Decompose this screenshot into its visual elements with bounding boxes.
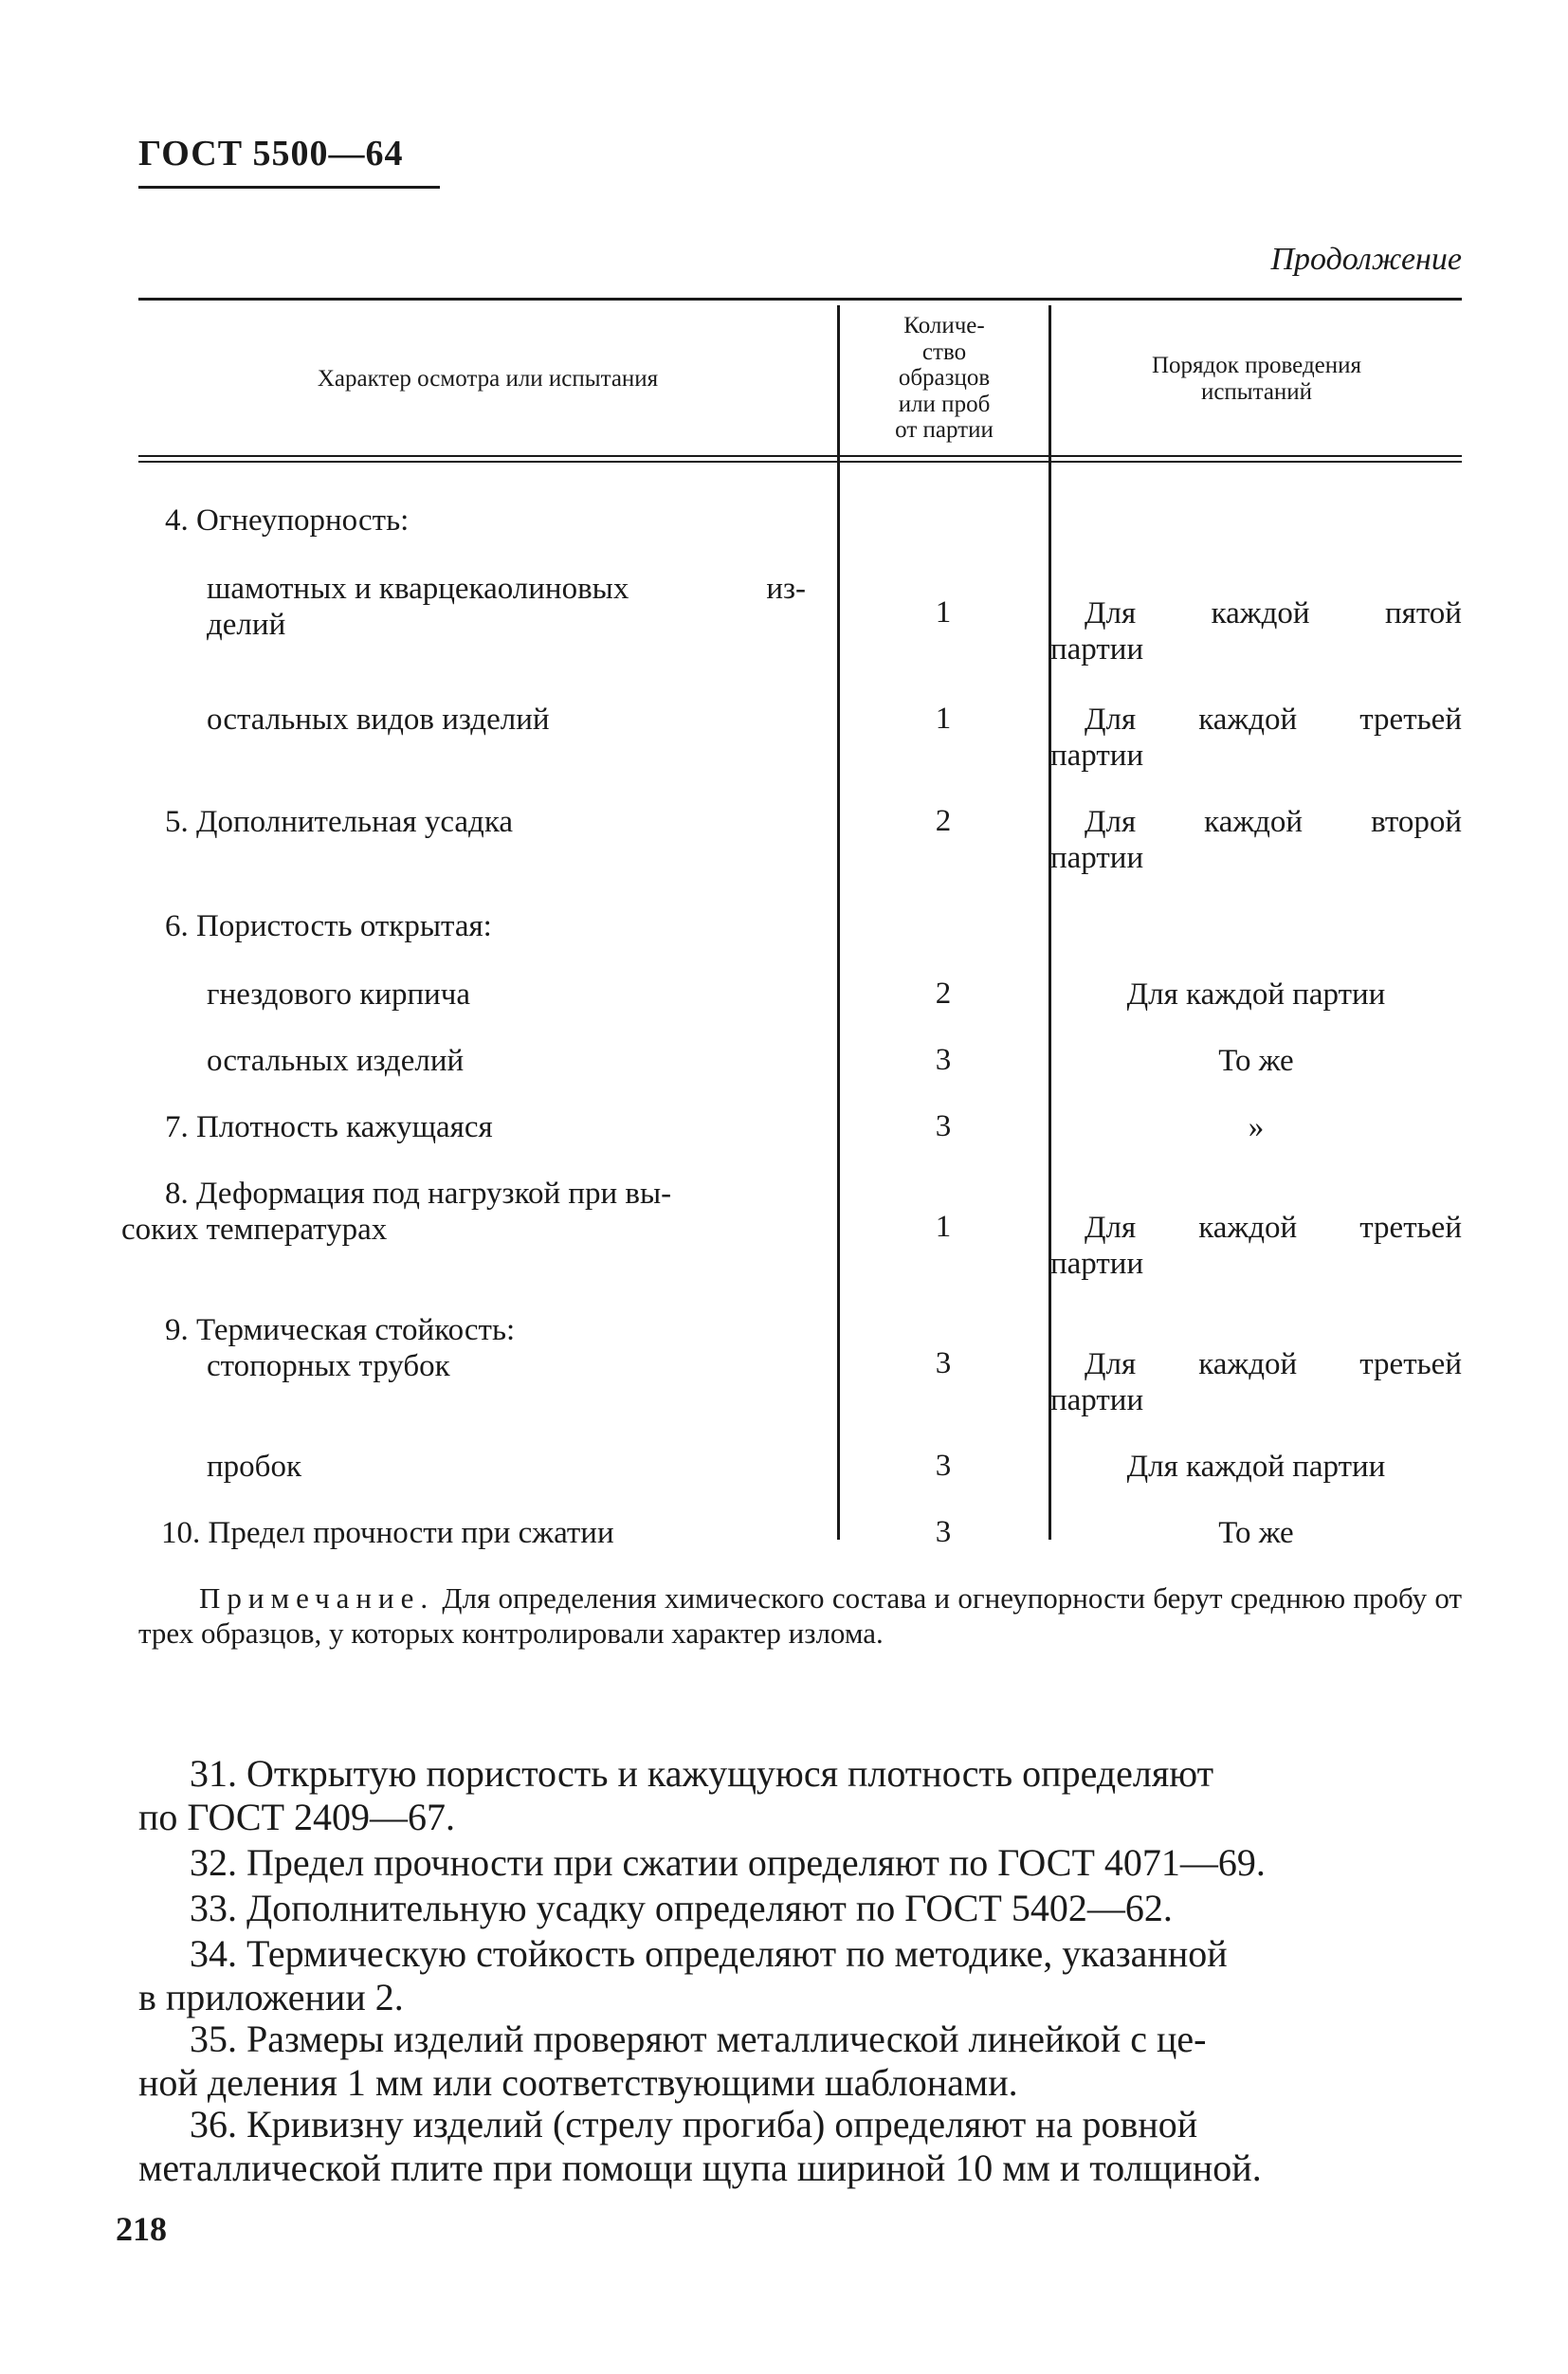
procedure-word: третьей (1359, 1347, 1462, 1381)
table-row-procedure: Для каждой партии (1126, 977, 1386, 1012)
procedure-word: Для (1085, 805, 1137, 839)
table-row-label: гнездового кирпича (207, 977, 471, 1012)
paragraph-line: ной деления 1 мм или соответствующими шаблонами. (138, 2061, 1018, 2105)
table-row-quantity: 1 (935, 595, 952, 630)
table-row-label-line: 9. Термическая стойкость: (165, 1313, 516, 1347)
paragraph-line: металлической плите при помощи щупа шириной 10 мм и толщиной. (138, 2146, 1262, 2190)
paragraph-34 (138, 1932, 1462, 2020)
paragraph-line: 31. Открытую пористость и кажущуюся плотность определяют (190, 1752, 1214, 1795)
procedure-line: партии (1050, 739, 1144, 774)
table-row-procedure (1050, 702, 1462, 775)
table-row-procedure: Для каждой партии (1126, 1450, 1386, 1484)
procedure-word: третьей (1359, 703, 1462, 737)
paragraph-line: 36. Кривизну изделий (стрелу прогиба) определяют на ровной (190, 2103, 1198, 2146)
table-top-rule (138, 298, 1462, 301)
paragraph-line: 35. Размеры изделий проверяют металлической линейкой с це- (190, 2018, 1207, 2060)
column-header-inspection: Характер осмотра или испытания (317, 366, 659, 392)
paragraph-line: по ГОСТ 2409—67. (138, 1796, 456, 1839)
note-prefix: Примечание. (199, 1581, 435, 1615)
procedure-word: каждой (1198, 703, 1298, 737)
column-header-procedure-line: Порядок проведения (1151, 353, 1362, 378)
procedure-word: каждой (1204, 805, 1304, 839)
header-underline (138, 186, 440, 189)
column-header-procedure-line: испытаний (1200, 378, 1313, 405)
table-row-label: 10. Предел прочности при сжатии (161, 1516, 614, 1550)
table-row-quantity: 2 (935, 977, 952, 1011)
column-header-quantity (840, 313, 1048, 444)
procedure-line: партии (1050, 1247, 1144, 1282)
column-header-procedure (1051, 353, 1462, 405)
procedure-word: пятой (1384, 596, 1462, 630)
table-row-quantity: 3 (935, 1109, 952, 1143)
table-header-rule-2 (138, 461, 1462, 463)
table-row-procedure (1050, 1210, 1462, 1283)
table-row-procedure: » (1248, 1110, 1265, 1144)
table-row-procedure (1050, 595, 1462, 668)
table-row-label (121, 1176, 813, 1249)
table-row-label: остальных видов изделий (207, 703, 550, 737)
table-row-quantity: 1 (935, 1210, 952, 1244)
paragraph-31 (138, 1752, 1462, 1840)
paragraph-36 (138, 2103, 1462, 2191)
procedure-word: каждой (1198, 1211, 1298, 1245)
note-text: Для определения химического состава и огнеупорности берут среднюю пробу от трех образцов, у которых контролировали характер излома. (138, 1581, 1462, 1650)
table-row-procedure (1050, 1346, 1462, 1419)
table-row-procedure: То же (1218, 1044, 1294, 1078)
table-row-quantity: 1 (935, 702, 952, 736)
procedure-word: Для (1085, 1347, 1137, 1381)
table-row-label (207, 571, 806, 644)
procedure-line: партии (1050, 632, 1144, 667)
column-header-quantity-line: или проб (898, 391, 991, 417)
procedure-word: каждой (1211, 596, 1310, 630)
table-row-label-line: стопорных трубок (207, 1349, 450, 1384)
table-row-quantity: 3 (935, 1515, 952, 1549)
procedure-line: партии (1050, 1383, 1144, 1418)
table-row-label: 7. Плотность кажущаяся (165, 1110, 493, 1144)
procedure-word: каждой (1198, 1347, 1298, 1381)
procedure-word: Для (1085, 1211, 1137, 1245)
procedure-word: Для (1085, 596, 1137, 630)
paragraph-line: 32. Предел прочности при сжатии определяют по ГОСТ 4071—69. (190, 1841, 1266, 1884)
procedure-word: второй (1371, 805, 1462, 839)
table-row-label-line: соких температурах (121, 1213, 388, 1248)
table-row-quantity: 3 (935, 1043, 952, 1077)
table-row-label: 6. Пористость открытая: (165, 909, 492, 943)
paragraph-line: 33. Дополнительную усадку определяют по ГОСТ 5402—62. (190, 1887, 1173, 1929)
column-header-quantity-line: Количе- (903, 313, 985, 338)
table-row-label-line: делий (207, 608, 286, 643)
table-row-procedure: То же (1218, 1516, 1294, 1550)
paragraph-33 (138, 1887, 1462, 1930)
procedure-line: партии (1050, 841, 1144, 876)
table-header-rule-1 (138, 455, 1462, 457)
table-row-label-part: из- (766, 572, 806, 606)
table-row-quantity: 2 (935, 804, 952, 838)
procedure-word: Для (1085, 703, 1137, 737)
table-note (138, 1581, 1462, 1651)
document-code: ГОСТ 5500—64 (138, 134, 404, 173)
table-column-divider-1 (837, 305, 840, 1540)
table-row-label: 5. Дополнительная усадка (165, 805, 514, 839)
table-row-label-part: шамотных и кварцекаолиновых (207, 572, 629, 606)
table-row-quantity: 3 (935, 1449, 952, 1483)
table-row-label: пробок (207, 1450, 301, 1484)
page-number: 218 (116, 2210, 167, 2248)
paragraph-line: 34. Термическую стойкость определяют по методике, указанной (190, 1932, 1228, 1975)
column-header-quantity-line: ство (921, 338, 967, 365)
continuation-label: Продолжение (1270, 242, 1462, 277)
column-header-quantity-line: от партии (895, 417, 994, 443)
table-row-label: остальных изделий (207, 1044, 465, 1078)
procedure-word: третьей (1359, 1211, 1462, 1245)
table-row-label-line: 8. Деформация под нагрузкой при вы- (165, 1177, 672, 1211)
paragraph-32 (138, 1841, 1462, 1885)
paragraph-line: в приложении 2. (138, 1976, 404, 2019)
table-row-procedure (1050, 804, 1462, 877)
table-row-quantity: 3 (935, 1346, 952, 1380)
table-row-label (165, 1312, 515, 1385)
paragraph-35 (138, 2018, 1462, 2106)
column-header-quantity-line: образцов (898, 365, 991, 391)
table-row-label: 4. Огнеупорность: (165, 503, 410, 538)
